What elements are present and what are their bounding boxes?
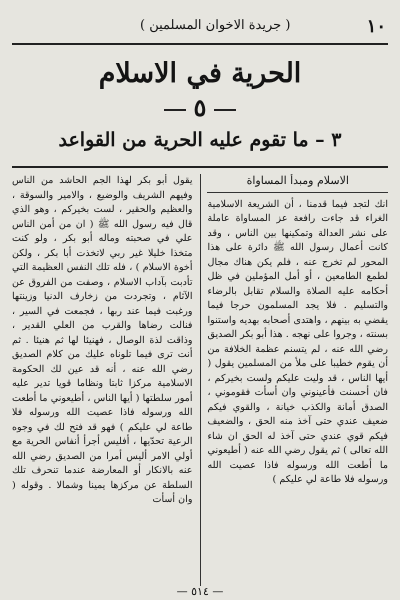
left-column-text: يقول أبو بكر لهذا الجم الحاشد من الناس وفيهم الشريف والوضيع ، والامير والسوقة ، والعظيم والحقير ، لست بخيركم ، وهو الذي قال فيه رسول الله ﷺ ( ان من أمن الناس علي في صحبته وماله أبو بكر ، ولو كنت متخذا خليلا غير ربي لاتخذت أبا بكر ، ولكن أخوة الاسلام ) ، فله تلك النفس العظيمة التي تأدبت بآداب الاسلام ، وصفت من الفروق عن الآثام ، وتجردت من زخارف الدنيا وزينتها ورغبت فيما عند ربها ، فجمعت في السير ، فنالت رضاها والقرب من العلي القدير ، وذاقت لذة الوصال ، فهنيئا لها ثم هنيئا . ثم أنت ترى فيما تلوناه عليك من كلام الصديق رضي الله عنه ، أنه قد عين لك الحكومة الاسلامية مركزا ثابتا ونظاما قويا تدير عليه أمور سلطتها ( أيها الناس ، أطيعوني ما أطعت الله ورسوله فاذا عصيت الله ورسوله فلا طاعة لي عليكم ) فهو قد فتح لك في وجوه الرعية تحدّيها ، أفليس أجرأ أنفاس الحرية مع أولي الامر أليس أمرا من الصديق رضي الله عنه بالانكار أو المعارضة عندما تنحرف تلك السلطة عن مركزها يمينا وشمالا . وقوله ( وان أسأت (11, 175, 193, 505)
page-number: ١٠ (366, 16, 386, 37)
page-header (12, 8, 388, 46)
column-subheading: الاسلام ومبدأ المساواة (207, 174, 388, 193)
text-columns (12, 174, 388, 586)
section-heading: ٣ – ما تقوم عليه الحرية من القواعد (58, 129, 342, 151)
title-rule (12, 166, 388, 168)
column-divider (200, 174, 201, 586)
right-column-text: انك لتجد فيما قدمنا ، أن الشريعة الاسلامية الغراء قد جاءت رافعة عز المساواة عاملة على نشر العدالة وتمكينها بين الناس ، وقد كانت أعمال رسول الله ﷺ دائرة على هذا المحور لم تخرج عنه ، فلم يكن هناك مجال لطمع الطامعين ، أو أمل المؤملين في ظل أحكامه عليه الصلاة والسلام تقابل بالرضاء والتسليم . فلا يجد المسلمون حرجا فيما يقضي به بينهم ، واهتدى أصحابه بهديه واستنوا بسنته ، وجروا على نهجه . هذا أبو بكر الصديق رضي الله عنه ، لم يتسنم عظمة الخلافة من أن يقوم خطيبا على ملأ من المسلمين يقول ( أيها الناس ، قد وليت عليكم ولست بخيركم ، فان أحسنت فأعينوني وان أسأت فقوموني ، الصدق أمانة والكذب خيانة ، والقوي فيكم ضعيف عندي حتى آخذ منه الحق ، والضعيف فيكم قوي عندي حتى آخذ له الحق ان شاء الله تعالى ) ثم يقول رضي الله عنه ( أطيعوني ما أطعت الله ورسوله فاذا عصيت الله ورسوله فلا طاعة لي عليكم ) (207, 198, 388, 485)
part-number-row (12, 94, 388, 122)
page-footer: — ٥١٤ — (176, 585, 224, 598)
journal-name: ( جريدة الاخوان المسلمين ) (140, 18, 291, 33)
header-rule (12, 43, 388, 45)
article-title: الحرية في الاسلام (98, 58, 302, 89)
dash-right (214, 109, 236, 111)
article-title-block (12, 58, 388, 168)
right-column (207, 174, 388, 586)
left-column (12, 174, 193, 586)
dash-left (164, 109, 186, 111)
part-number: ٥ (193, 93, 207, 122)
